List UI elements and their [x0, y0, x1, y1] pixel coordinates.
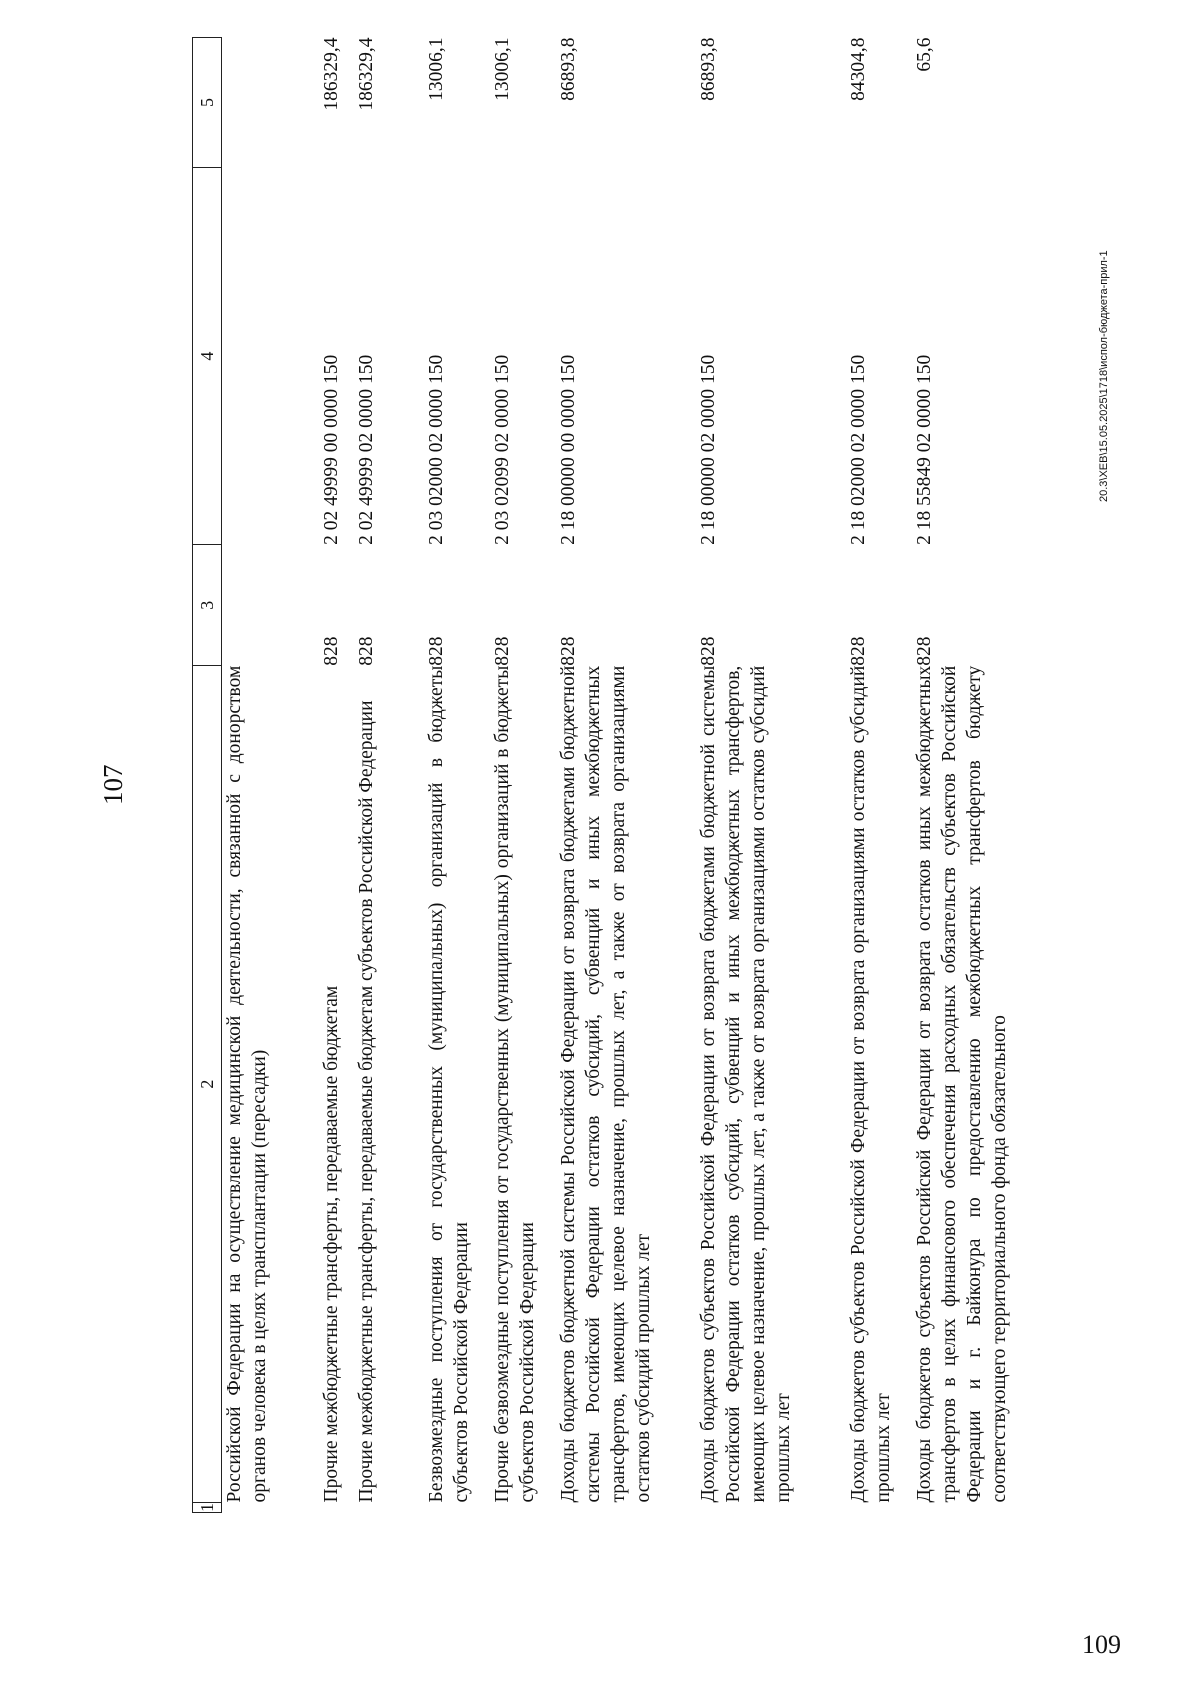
- row-description: Прочие безвозмездные поступления от государственных (муниципальных) организаций в бюджеты субъектов Российской Федерации: [491, 665, 538, 1503]
- page-number-bottom: 109: [1082, 1630, 1121, 1659]
- footer-document-reference: 20.3\ХЕВ\15.05.2025\1718\испол-бюджета-прил-1: [1098, 250, 1110, 502]
- page-number-top: 107: [98, 764, 128, 805]
- row-admin-code: 828: [697, 636, 719, 666]
- table-row: [354, 38, 424, 1513]
- table-row: [846, 38, 912, 1513]
- column-header-3: 3: [193, 545, 222, 666]
- row-budget-code: 2 18 55849 02 0000 150: [913, 354, 935, 545]
- row-admin-code: 828: [320, 636, 342, 666]
- row-amount: 86893,8: [697, 37, 719, 101]
- row-admin-code: 828: [491, 636, 513, 666]
- table-row: [222, 38, 319, 1513]
- row-budget-code: 2 18 00000 00 0000 150: [557, 354, 579, 545]
- budget-table: [192, 37, 1042, 1513]
- column-header-4: 4: [193, 167, 222, 544]
- row-budget-code: 2 03 02099 02 0000 150: [491, 354, 513, 545]
- row-budget-code: 2 02 49999 00 0000 150: [320, 354, 342, 545]
- row-budget-code: [222, 167, 319, 544]
- row-description: Прочие межбюджетные трансферты, передаваемые бюджетам: [320, 985, 342, 1503]
- table-header-row: [193, 38, 222, 1513]
- row-amount: 86893,8: [557, 37, 579, 101]
- table-row: [912, 38, 1042, 1513]
- row-budget-code: 2 18 00000 02 0000 150: [697, 354, 719, 545]
- row-description: Доходы бюджетов бюджетной системы Российской Федерации от возврата бюджетами бюджетной системы Российской Федерации остатков субсидий, субвенций и иных межбюджетных трансфертов, имеющих целевое назначение, прошлых лет, а также от возврата организациями остатков субсидий прошлых лет: [557, 665, 654, 1503]
- row-description: Прочие межбюджетные трансферты, передаваемые бюджетам субъектов Российской Федерации: [355, 700, 377, 1503]
- row-description: Российской Федерации на осуществление медицинской деятельности, связанной с донорством органов человека в целях трансплантации (пересадки): [224, 665, 270, 1503]
- table-row: [319, 38, 354, 1513]
- row-description: Доходы бюджетов субъектов Российской Федерации от возврата остатков иных межбюджетных трансфертов в целях финансового обеспечения расходных обязательств субъектов Российской Федерации и г. Байконура по предоставлению межбюджетных трансфертов бюджету соответствующего территориального фонда обязательного: [913, 665, 1010, 1503]
- table-row: [424, 38, 490, 1513]
- row-admin-code: 828: [847, 636, 869, 666]
- row-description: Доходы бюджетов субъектов Российской Федерации от возврата организациями остатков субсидий прошлых лет: [847, 665, 894, 1503]
- row-admin-code: 828: [355, 636, 377, 666]
- row-budget-code: 2 18 02000 02 0000 150: [847, 354, 869, 545]
- row-admin-code: 828: [425, 636, 447, 666]
- column-header-1: 1: [193, 1503, 222, 1513]
- rotated-page: [30, 37, 1130, 1597]
- row-admin-code: 828: [557, 636, 579, 666]
- row-description: Безвозмездные поступления от государственных (муниципальных) организаций в бюджеты субъектов Российской Федерации: [425, 665, 472, 1503]
- row-amount: 65,6: [913, 37, 935, 72]
- row-budget-code: 2 02 49999 02 0000 150: [355, 354, 377, 545]
- row-description: Доходы бюджетов субъектов Российской Федерации от возврата бюджетами бюджетной системы Российской Федерации остатков субсидий, субвенций и иных межбюджетных трансфертов, имеющих целевое назначение, прошлых лет, а также от возврата организациями остатков субсидий прошлых лет: [697, 665, 794, 1503]
- row-amount: 13006,1: [425, 37, 447, 101]
- table-row: [556, 38, 696, 1513]
- column-header-2: 2: [193, 666, 222, 1503]
- row-amount: 13006,1: [491, 37, 513, 101]
- row-budget-code: 2 03 02000 02 0000 150: [425, 354, 447, 545]
- row-amount: 186329,4: [320, 37, 342, 111]
- row-admin-code: [222, 545, 319, 666]
- column-header-5: 5: [193, 38, 222, 168]
- row-amount: 186329,4: [355, 37, 377, 111]
- row-admin-code: 828: [913, 636, 935, 666]
- table-row: [696, 38, 846, 1513]
- row-amount: [222, 38, 319, 168]
- table-row: [490, 38, 556, 1513]
- row-amount: 84304,8: [847, 37, 869, 101]
